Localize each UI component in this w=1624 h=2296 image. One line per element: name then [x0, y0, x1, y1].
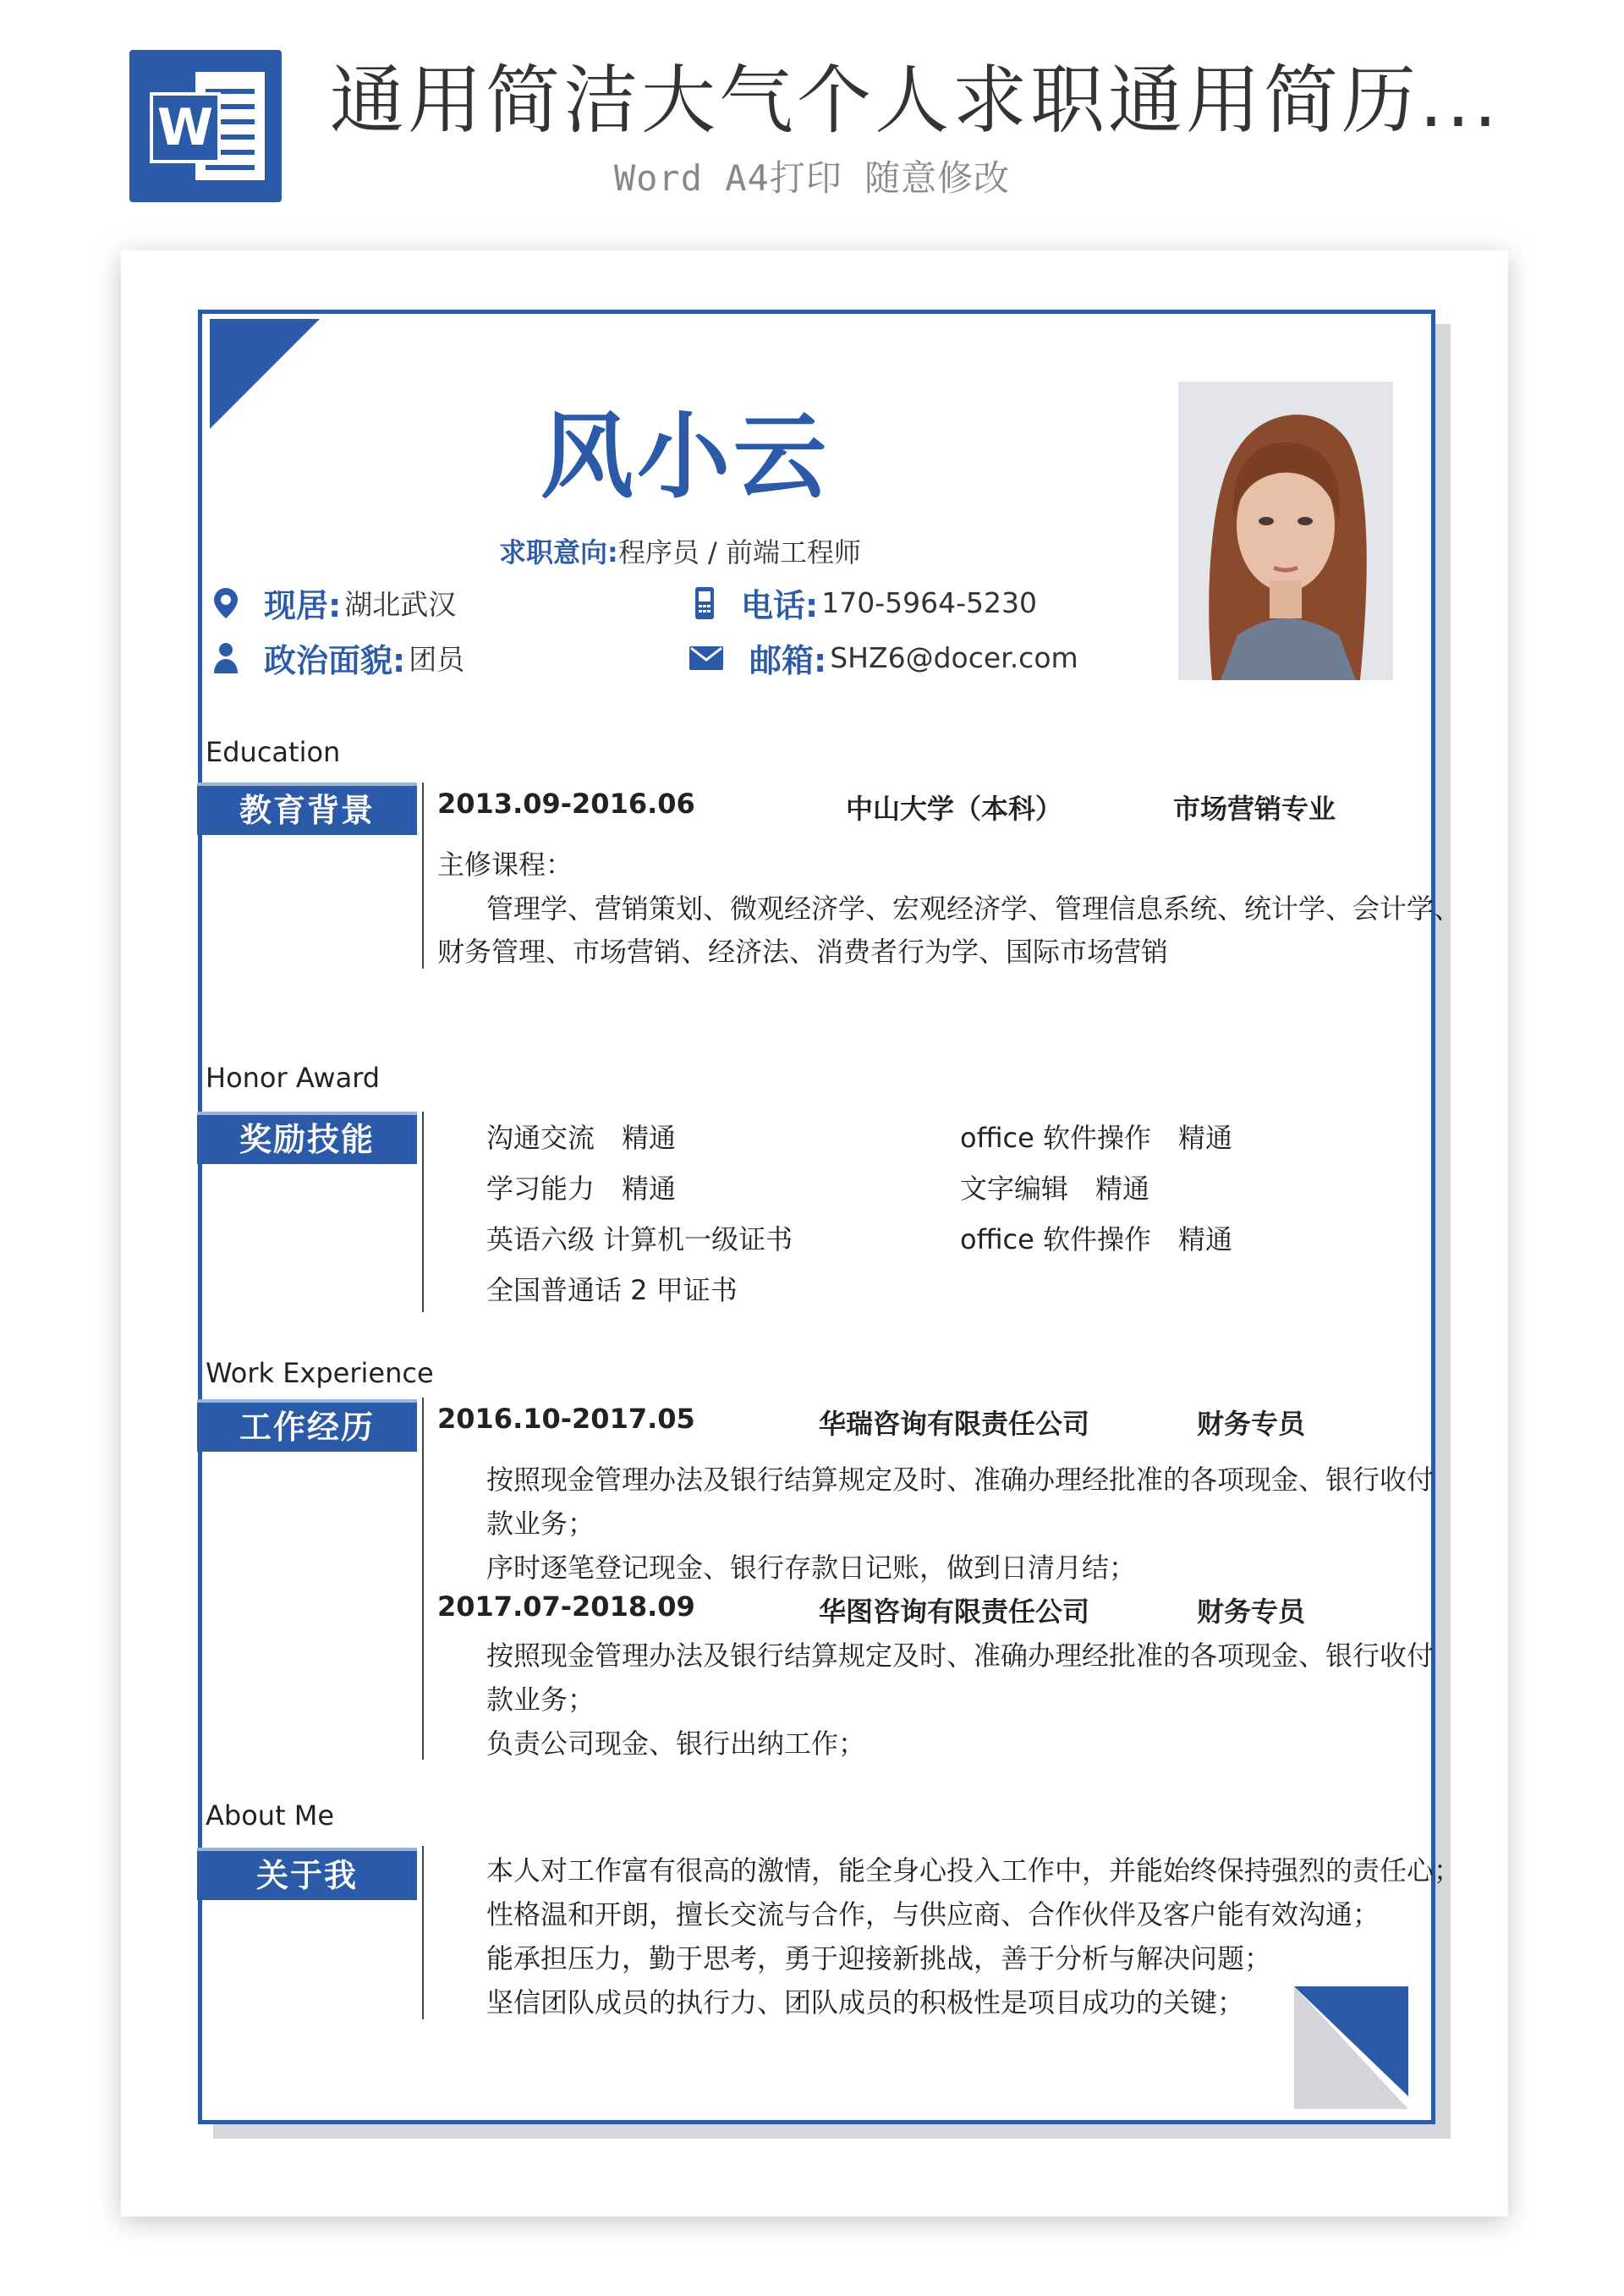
- skill-item: office 软件操作 精通: [960, 1223, 1232, 1255]
- courses-line-1: 管理学、营销策划、微观经济学、宏观经济学、管理信息系统、统计学、会计学、: [486, 893, 1462, 925]
- job-duty-line: 款业务；: [486, 1508, 595, 1540]
- job-duty-line: 款业务；: [486, 1684, 595, 1716]
- job-role: 财务专员: [1197, 1596, 1306, 1628]
- about-title-en: About Me: [206, 1799, 335, 1832]
- phone-value: 170-5964-5230: [821, 586, 1037, 619]
- about-divider: [422, 1846, 424, 2019]
- skill-item: 学习能力 精通: [486, 1173, 677, 1205]
- profile-photo: [1178, 382, 1393, 680]
- about-line: 能承担压力，勤于思考，勇于迎接新挑战，善于分析与解决问题；: [486, 1942, 1272, 1975]
- work-title-cn: 工作经历: [197, 1403, 417, 1452]
- email-label: 邮箱:: [749, 642, 827, 679]
- political-label: 政治面貌:: [264, 642, 406, 679]
- envelope-icon: [689, 645, 724, 671]
- education-title-cn: 教育背景: [197, 786, 417, 835]
- objective-value: 程序员 / 前端工程师: [617, 536, 861, 569]
- job-company: 华瑞咨询有限责任公司: [819, 1408, 1090, 1440]
- objective-label: 求职意向:: [499, 536, 618, 569]
- document-title: 通用简洁大气个人求职通用简历...: [330, 57, 1501, 144]
- political-row: [213, 634, 464, 681]
- education-period: 2013.09-2016.06: [437, 788, 695, 820]
- education-major: 市场营销专业: [1173, 793, 1336, 825]
- political-value: 团员: [409, 643, 465, 676]
- job-duty-line: 负责公司现金、银行出纳工作；: [486, 1727, 866, 1760]
- job-period: 2016.10-2017.05: [437, 1403, 695, 1435]
- work-title-en: Work Experience: [206, 1357, 434, 1389]
- job-duty-line: 按照现金管理办法及银行结算规定及时、准确办理经批准的各项现金、银行收付: [486, 1464, 1435, 1496]
- work-divider: [422, 1398, 424, 1760]
- education-title-en: Education: [206, 736, 341, 768]
- email-value: SHZ6@docer.com: [830, 641, 1078, 674]
- job-company: 华图咨询有限责任公司: [819, 1596, 1090, 1628]
- job-objective: [499, 531, 861, 570]
- candidate-name: 风小云: [540, 403, 830, 511]
- mobile-phone-icon: [694, 586, 716, 620]
- skill-item: 英语六级 计算机一级证书: [486, 1223, 793, 1255]
- corner-triangle-top-left: [210, 319, 320, 429]
- honors-title-en: Honor Award: [206, 1062, 381, 1094]
- education-divider: [422, 783, 424, 969]
- location-pin-icon: [213, 587, 239, 619]
- residence-row: [213, 579, 456, 626]
- person-icon: [213, 642, 239, 674]
- courses-line-2: 财务管理、市场营销、经济法、消费者行为学、国际市场营销: [437, 936, 1169, 968]
- about-line: 本人对工作富有很高的激情，能全身心投入工作中，并能始终保持强烈的责任心；: [486, 1854, 1462, 1887]
- job-period: 2017.07-2018.09: [437, 1590, 695, 1623]
- job-role: 财务专员: [1197, 1408, 1306, 1440]
- skill-item: 沟通交流 精通: [486, 1122, 677, 1154]
- phone-label: 电话:: [741, 587, 819, 624]
- job-duty-line: 序时逐笔登记现金、银行存款日记账，做到日清月结；: [486, 1552, 1137, 1584]
- document-subtitle: Word A4打印 随意修改: [613, 157, 1011, 199]
- email-row: [689, 634, 1078, 681]
- honors-title-cn: 奖励技能: [197, 1115, 417, 1164]
- about-title-cn: 关于我: [197, 1851, 417, 1900]
- word-icon: W: [129, 50, 282, 202]
- skill-item: 文字编辑 精通: [960, 1173, 1150, 1205]
- about-line: 性格温和开朗，擅长交流与合作，与供应商、合作伙伴及客户能有效沟通；: [486, 1898, 1380, 1931]
- education-school: 中山大学（本科）: [846, 793, 1063, 825]
- residence-label: 现居:: [264, 587, 342, 624]
- skill-item: 全国普通话 2 甲证书: [486, 1274, 738, 1306]
- courses-label: 主修课程：: [437, 849, 573, 881]
- residence-value: 湖北武汉: [344, 588, 457, 621]
- honors-divider: [422, 1112, 424, 1312]
- phone-row: [694, 579, 1037, 626]
- job-duty-line: 按照现金管理办法及银行结算规定及时、准确办理经批准的各项现金、银行收付: [486, 1640, 1435, 1672]
- skill-item: office 软件操作 精通: [960, 1122, 1232, 1154]
- corner-triangle-bottom-right: [1294, 1986, 1408, 2109]
- about-line: 坚信团队成员的执行力、团队成员的积极性是项目成功的关键；: [486, 1986, 1245, 2019]
